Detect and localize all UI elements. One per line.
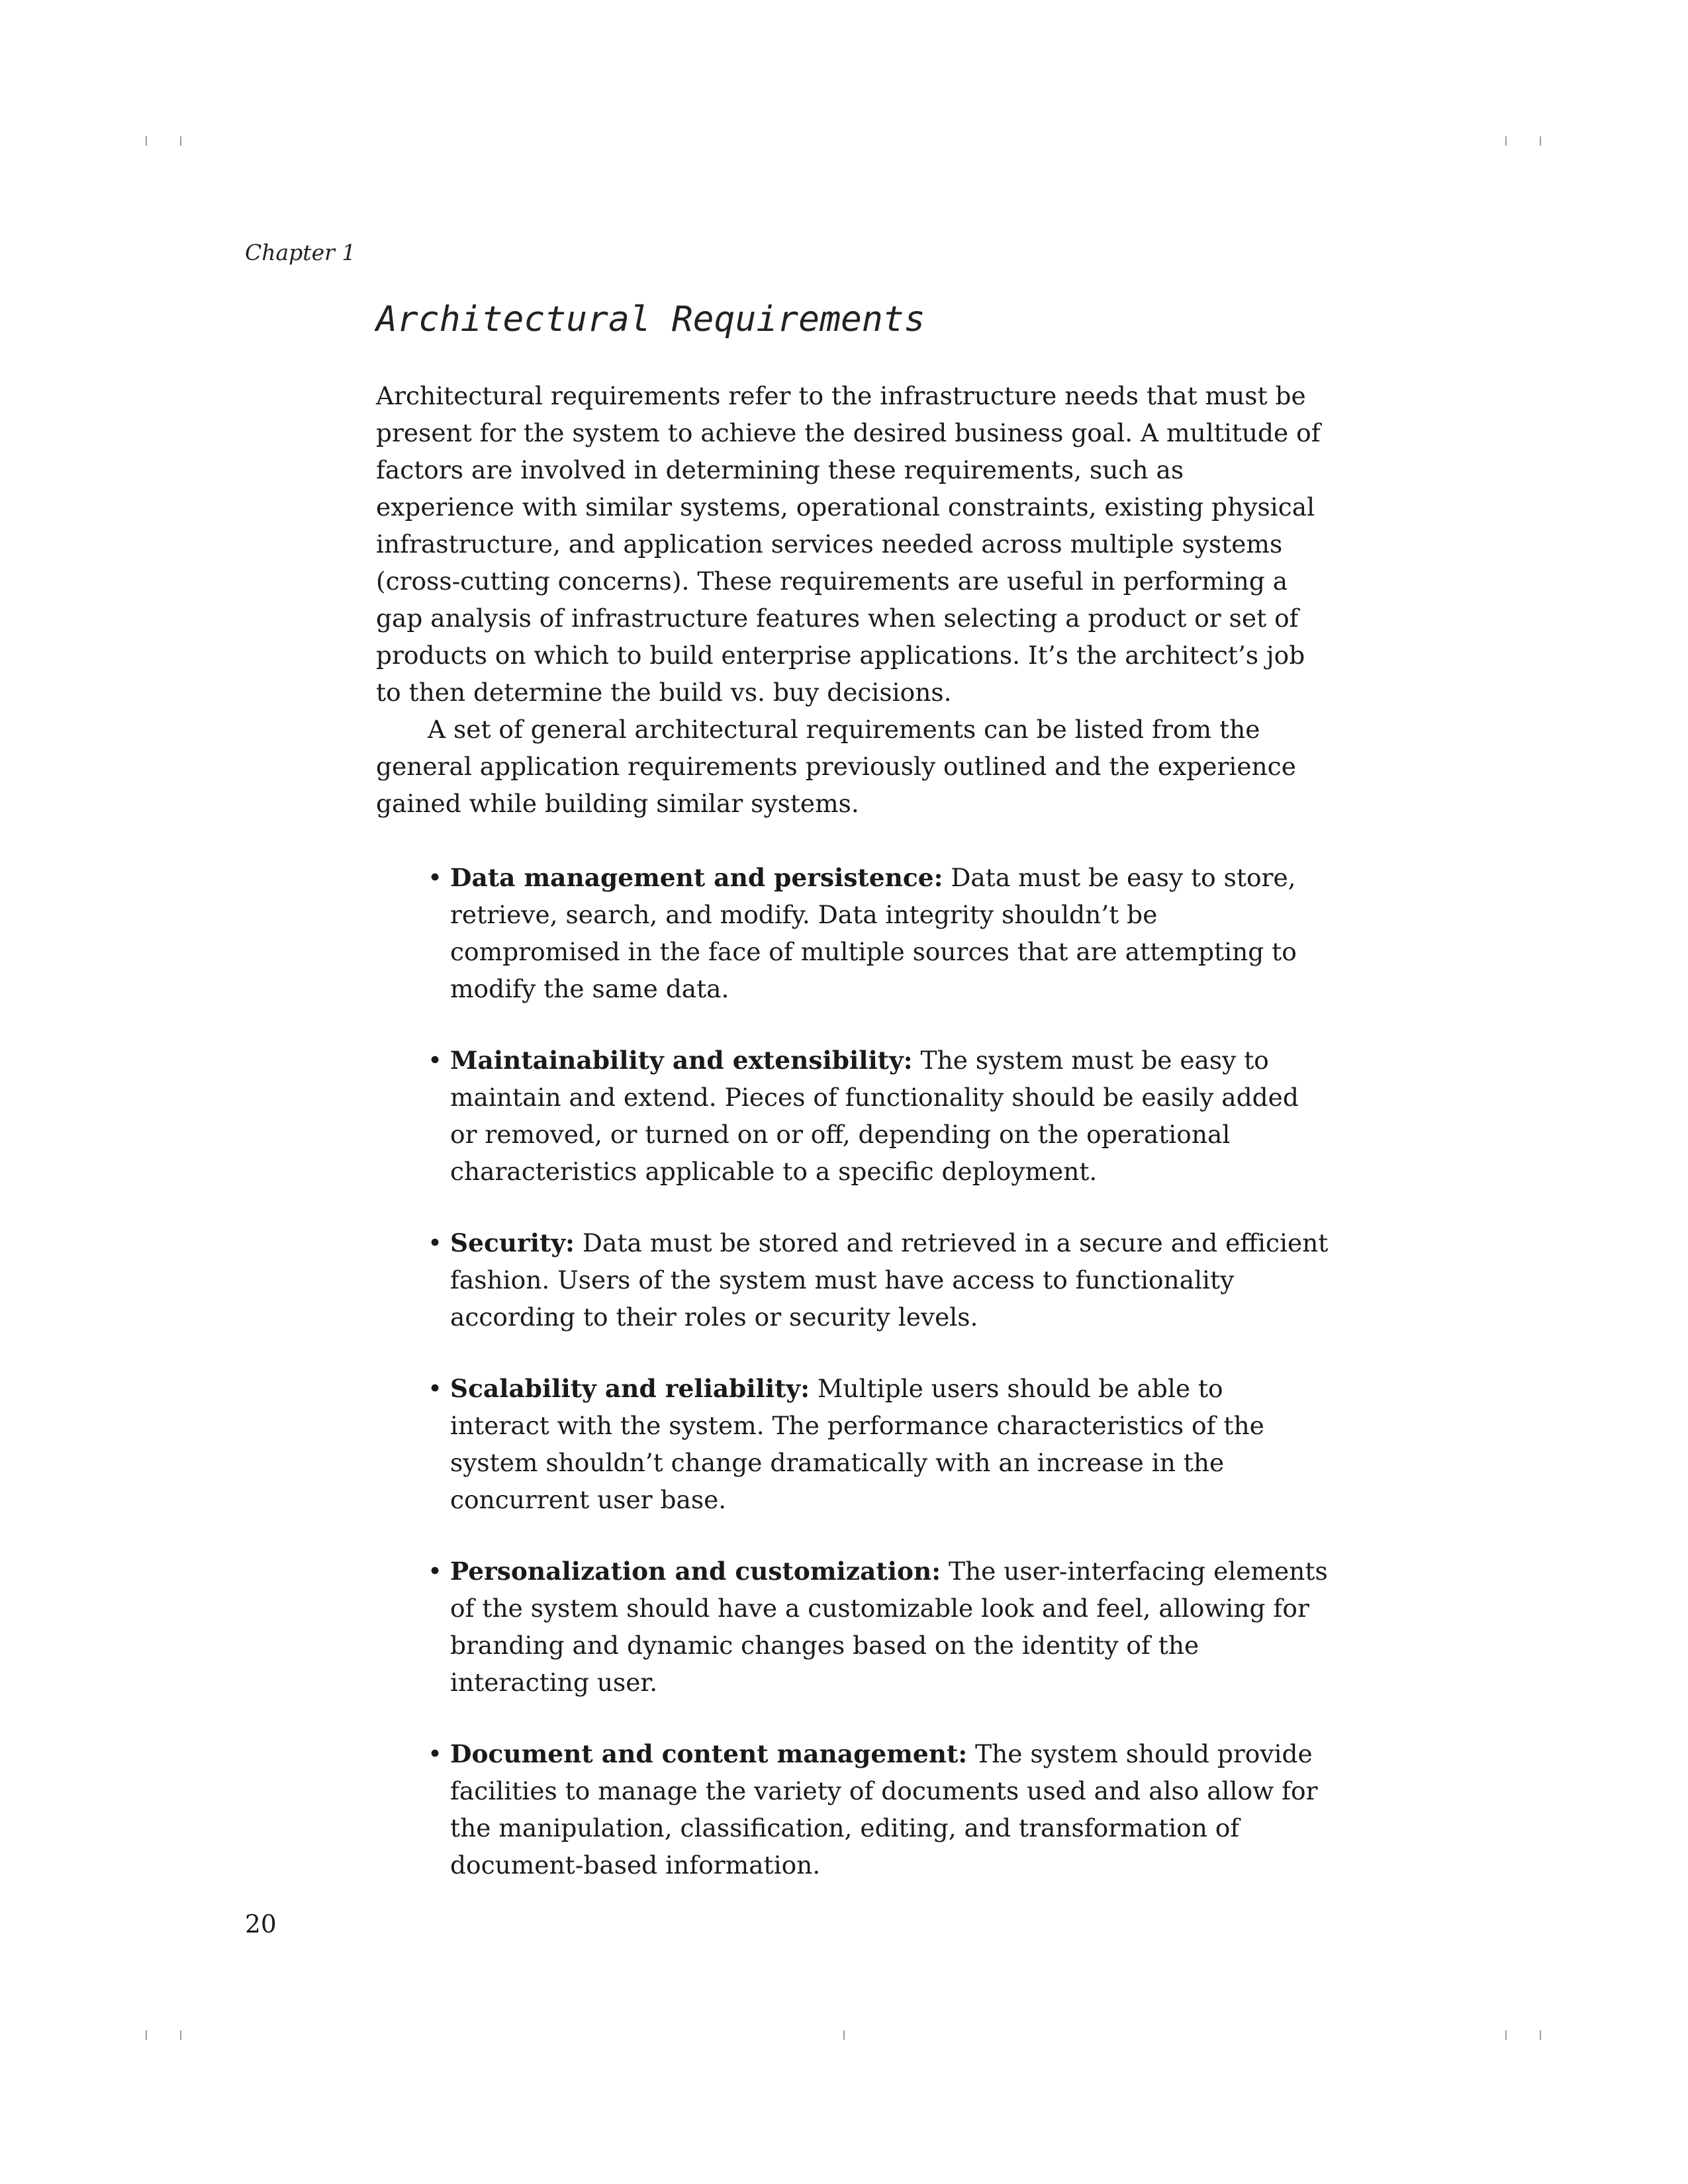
- bullet-icon: •: [428, 1374, 443, 1403]
- list-item-term: Document and content management:: [450, 1739, 968, 1768]
- crop-mark: [146, 2030, 147, 2040]
- list-item: [376, 1370, 1329, 1518]
- list-item: [376, 1224, 1329, 1336]
- list-item-text: The user-interfacing elements of the system should have a customizable look and feel, allowing for branding and dynamic changes based on the identity of the interacting user.: [450, 1557, 1328, 1697]
- crop-mark: [180, 136, 181, 146]
- running-head-chapter: Chapter 1: [245, 240, 356, 265]
- crop-mark: [843, 2030, 845, 2040]
- crop-mark: [1540, 2030, 1541, 2040]
- bullet-icon: •: [428, 1228, 443, 1257]
- list-item-text: Multiple users should be able to interact with the system. The performance characteristics of the system shouldn’t change dramatically with an increase in the concurrent user base.: [450, 1374, 1264, 1514]
- body-text: [376, 377, 1329, 1918]
- list-item-text: Data must be easy to store, retrieve, search, and modify. Data integrity shouldn’t be compromised in the face of multiple sources that are attempting to modify the same data.: [450, 863, 1297, 1003]
- list-item-text: The system must be easy to maintain and extend. Pieces of functionality should be easily added or removed, or turned on or off, depending on the operational characteristics applicable to a specific deployment.: [450, 1046, 1299, 1186]
- list-item-text: Data must be stored and retrieved in a secure and efficient fashion. Users of the system must have access to functionality according to their roles or security levels.: [450, 1228, 1329, 1332]
- crop-mark: [1505, 136, 1507, 146]
- list-item-term: Security:: [450, 1228, 575, 1257]
- list-item-term: Maintainability and extensibility:: [450, 1046, 913, 1075]
- crop-mark: [146, 136, 147, 146]
- list-item-term: Data management and persistence:: [450, 863, 943, 892]
- list-item: [376, 1735, 1329, 1884]
- crop-mark: [180, 2030, 181, 2040]
- bullet-icon: •: [428, 1557, 443, 1586]
- list-item: [376, 1042, 1329, 1190]
- bullet-icon: •: [428, 1739, 443, 1768]
- list-item-term: Scalability and reliability:: [450, 1374, 810, 1403]
- list-item-term: Personalization and customization:: [450, 1557, 941, 1586]
- bullet-icon: •: [428, 863, 443, 892]
- section-title: Architectural Requirements: [376, 299, 925, 340]
- paragraph-intro: Architectural requirements refer to the infrastructure needs that must be present for the system to achieve the desired business goal. A multitude of factors are involved in determining these requirements, such as experience with similar systems, operational constraints, existing physical infrastructure, and application services needed across multiple systems (cross-cutting concerns). These requirements are useful in performing a gap analysis of infrastructure features when selecting a product or set of products on which to build enterprise applications. It’s the architect’s job to then determine the build vs. buy decisions.: [376, 381, 1321, 707]
- paragraph-general-requirements: A set of general architectural requirements can be listed from the general application requirements previously outlined and the experience gained while building similar systems.: [376, 715, 1296, 818]
- crop-mark: [1505, 2030, 1507, 2040]
- page-number: 20: [245, 1909, 277, 1938]
- list-item: [376, 859, 1329, 1007]
- list-item: [376, 1553, 1329, 1701]
- bullet-icon: •: [428, 1046, 443, 1075]
- crop-mark: [1540, 136, 1541, 146]
- list-item-text: The system should provide facilities to manage the variety of documents used and also allow for the manipulation, classification, editing, and transformation of document-based information.: [450, 1739, 1318, 1880]
- requirements-list: [376, 859, 1329, 1884]
